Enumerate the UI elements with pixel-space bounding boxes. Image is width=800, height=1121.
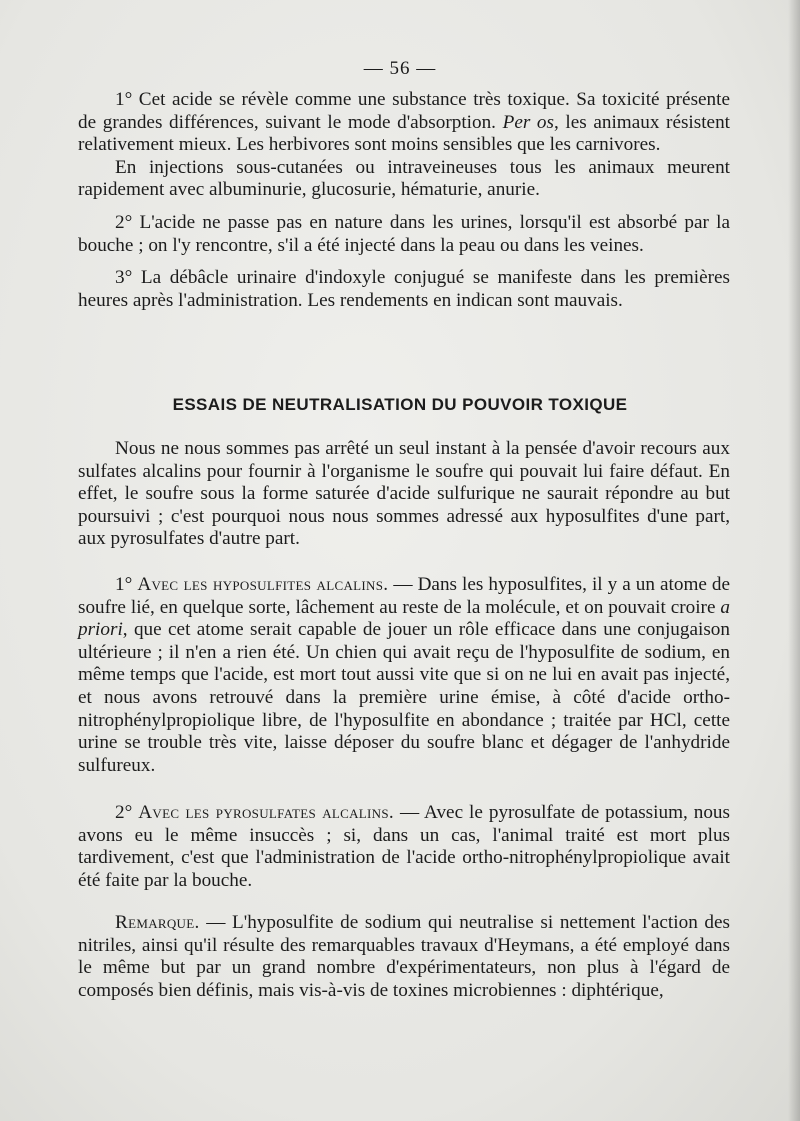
remarque-paragraph: Remarque. — L'hyposulfite de sodium qui neutralise si nettement l'action des nitriles, ainsi qu'il résulte des remarquables travaux d'Heymans, a été employé dans le même but par un grand nombre d'expérimentateurs, non plus à l'égard de composés bien définis, mais vis-à-vis de toxines microbiennes : diphtérique, [78, 912, 730, 1001]
conclusion-2: 2° L'acide ne passe pas en nature dans les urines, lorsqu'il est absorbé par la bouche ; on l'y rencontre, s'il a été injecté dans la peau ou dans les veines. [78, 211, 730, 256]
intro-paragraph: Nous ne nous sommes pas arrêté un seul instant à la pensée d'avoir recours aux sulfates alcalins pour fournir à l'organisme le soufre qui pouvait lui faire défaut. En effet, le soufre sous la forme saturée d'acide sulfurique ne saurait répondre au but poursuivi ; c'est pourquoi nous nous sommes adressé aux hyposulfites d'une part, aux pyrosulfates d'autre part. [78, 438, 730, 550]
remarque-label: Remarque. [115, 912, 200, 933]
conclusion-1-marker: 1° [115, 89, 133, 110]
page-number: — 56 — [363, 58, 437, 79]
conclusion-3: 3° La débâcle urinaire d'indoxyle conjugué se manifeste dans les premières heures après l'administration. Les rendements en indican sont mauvais. [78, 267, 730, 311]
page-edge-shadow [788, 0, 800, 1121]
conclusion-1-continued: En injections sous-cutanées ou intraveineuses tous les animaux meurent rapidement avec albuminurie, glucosurie, hématurie, anurie. [78, 156, 730, 201]
hyposulfites-paragraph: 1° Avec les hyposulfites alcalins. — Dans les hyposulfites, il y a un atome de soufre lié, en quelque sorte, lâchement au reste de la molécule, et on pouvait croire a priori, que cet atome serait capable de jouer un rôle efficace dans une conjugaison ultérieure ; il n'en a rien été. Un chien qui avait reçu de l'hyposulfite de sodium, en même temps que l'acide, est mort tout aussi vite que si on ne lui en avait pas injecté, et nous avons retrouvé dans la première urine émise, à côté d'acide ortho-nitrophénylpropiolique libre, de l'hyposulfite en abondance ; traitée par HCl, cette urine se trouble très vite, laisse déposer du soufre blanc et dégager de l'anhydride sulfureux. [78, 574, 731, 776]
pyrosulfates-paragraph: 2° Avec les pyrosulfates alcalins. — Avec le pyrosulfate de potassium, nous avons eu le même insuccès ; si, dans un cas, l'animal traité est mort plus tardivement, c'est que l'administration de l'acide ortho-nitrophénylpropiolique avait été faite par la bouche. [78, 802, 730, 891]
section-heading: ESSAIS DE NEUTRALISATION DU POUVOIR TOXIQUE [172, 395, 628, 414]
a-priori-italic: a priori [78, 596, 730, 641]
pyrosulfates-title: Avec les pyrosulfates alcalins. [138, 802, 394, 823]
per-os-italic: Per os [502, 111, 554, 133]
conclusions-block [78, 89, 730, 312]
conclusion-1: 1° Cet acide se révèle comme une substance très toxique. Sa toxicité présente de grandes différences, suivant le mode d'absorption. Per os, les animaux résistent relativement mieux. Les herbivores sont moins sensibles que les carnivores. [78, 89, 731, 156]
hyposulfites-title: Avec les hyposulfites alcalins. [137, 574, 389, 595]
